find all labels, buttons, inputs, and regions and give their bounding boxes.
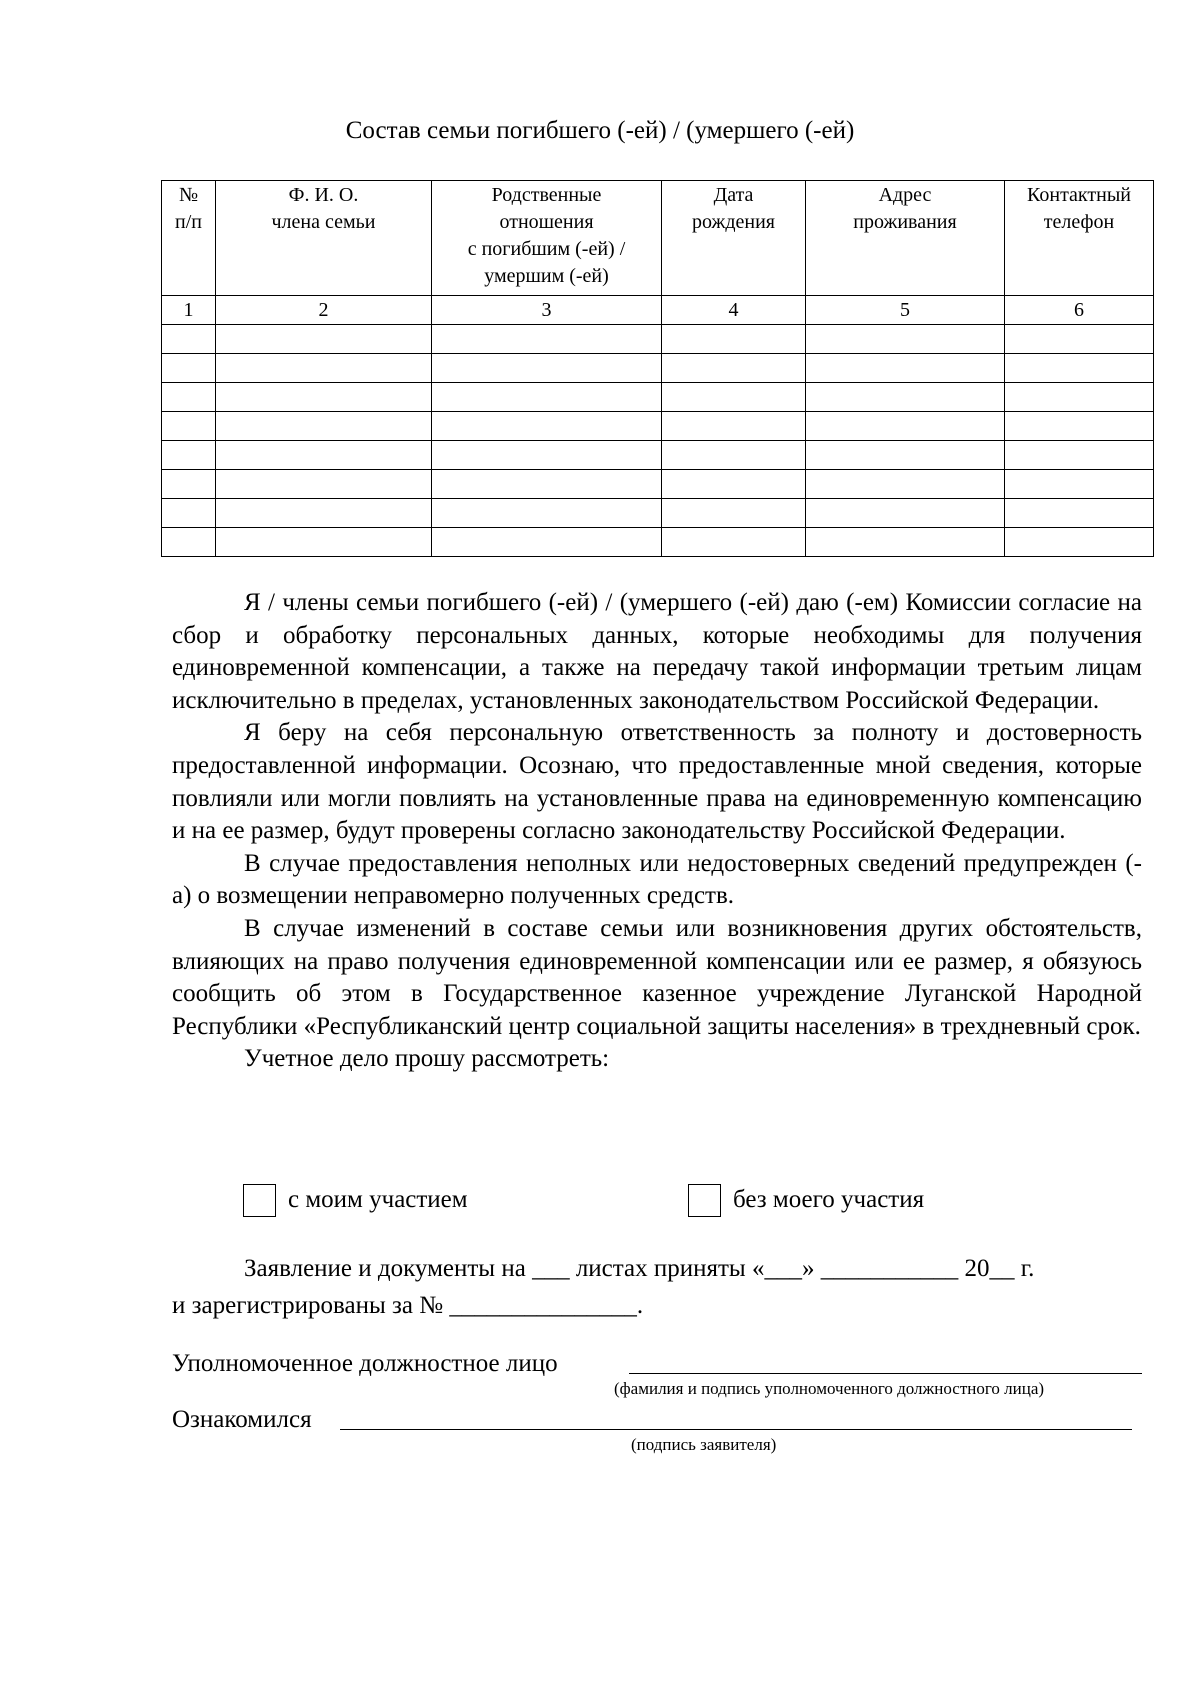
table-row bbox=[162, 354, 1154, 383]
table-cell[interactable] bbox=[162, 354, 216, 383]
column-number: 2 bbox=[216, 296, 432, 325]
table-cell[interactable] bbox=[432, 470, 662, 499]
checkbox-without-participation[interactable] bbox=[688, 1184, 721, 1217]
table-row bbox=[162, 441, 1154, 470]
table-cell[interactable] bbox=[806, 383, 1005, 412]
table-cell[interactable] bbox=[662, 499, 806, 528]
table-cell[interactable] bbox=[1005, 441, 1154, 470]
table-cell[interactable] bbox=[806, 528, 1005, 557]
acknowledged-label: Ознакомился bbox=[172, 1406, 312, 1433]
table-cell[interactable] bbox=[162, 441, 216, 470]
table-cell[interactable] bbox=[806, 441, 1005, 470]
table-cell[interactable] bbox=[162, 412, 216, 441]
table-cell[interactable] bbox=[1005, 470, 1154, 499]
registration-line-1: Заявление и документы на ___ листах приняты «___» ___________ 20__ г. bbox=[244, 1255, 1035, 1282]
table-cell[interactable] bbox=[216, 325, 432, 354]
registration-block bbox=[172, 1250, 1142, 1324]
family-composition-table bbox=[161, 180, 1154, 557]
option-with-participation[interactable] bbox=[243, 1183, 468, 1217]
table-cell[interactable] bbox=[806, 499, 1005, 528]
header-birth-date: Дата рождения bbox=[662, 181, 806, 296]
warning-paragraph: В случае предоставления неполных или недостоверных сведений предупрежден (-а) о возмещении неправомерно полученных средств. bbox=[172, 849, 1142, 910]
table-cell[interactable] bbox=[432, 354, 662, 383]
checkbox-with-participation[interactable] bbox=[243, 1184, 276, 1217]
table-row bbox=[162, 383, 1154, 412]
obligation-paragraph: В случае изменений в составе семьи или возникновения других обстоятельств, влияющих на право получения единовременной компенсации или ее размер, я обязуюсь сообщить об этом в Государственное казенное учреждение Луганской Народной Республики «Республиканский центр социальной защиты населения» в трехдневный срок. bbox=[172, 914, 1142, 1040]
table-cell[interactable] bbox=[1005, 412, 1154, 441]
header-full-name: Ф. И. О. члена семьи bbox=[216, 181, 432, 296]
table-row bbox=[162, 470, 1154, 499]
option-without-participation-label: без моего участия bbox=[733, 1186, 925, 1213]
table-cell[interactable] bbox=[432, 412, 662, 441]
consent-text bbox=[172, 587, 1142, 1076]
table-cell[interactable] bbox=[216, 470, 432, 499]
table-cell[interactable] bbox=[662, 528, 806, 557]
table-cell[interactable] bbox=[662, 354, 806, 383]
responsibility-paragraph: Я беру на себя персональную ответственность за полноту и достоверность предоставленной информации. Осознаю, что предоставленные мной сведения, которые повлияли или могли повлиять на установленные права на единовременную компенсацию и на ее размер, будут проверены согласно законодательству Российской Федерации. bbox=[172, 719, 1142, 845]
header-address: Адрес проживания bbox=[806, 181, 1005, 296]
header-relationship: Родственные отношения с погибшим (-ей) / умершим (-ей) bbox=[432, 181, 662, 296]
table-cell[interactable] bbox=[662, 470, 806, 499]
table-cell[interactable] bbox=[662, 441, 806, 470]
table-row bbox=[162, 499, 1154, 528]
option-with-participation-label: с моим участием bbox=[288, 1186, 468, 1213]
table-cell[interactable] bbox=[432, 528, 662, 557]
option-without-participation[interactable] bbox=[688, 1183, 924, 1217]
table-row bbox=[162, 412, 1154, 441]
table-cell[interactable] bbox=[162, 499, 216, 528]
column-number: 4 bbox=[662, 296, 806, 325]
table-cell[interactable] bbox=[662, 383, 806, 412]
header-phone: Контактный телефон bbox=[1005, 181, 1154, 296]
table-cell[interactable] bbox=[1005, 499, 1154, 528]
consent-paragraph: Я / члены семьи погибшего (-ей) / (умершего (-ей) даю (-ем) Комиссии согласие на сбор и обработку персональных данных, которые необходимы для получения единовременной компенсации, а также на передачу такой информации третьим лицам исключительно в пределах, установленных законодательством Российской Федерации. bbox=[172, 589, 1142, 714]
table-cell[interactable] bbox=[432, 325, 662, 354]
official-label: Уполномоченное должностное лицо bbox=[172, 1350, 558, 1377]
table-cell[interactable] bbox=[806, 354, 1005, 383]
table-cell[interactable] bbox=[806, 325, 1005, 354]
table-cell[interactable] bbox=[432, 383, 662, 412]
table-cell[interactable] bbox=[662, 412, 806, 441]
table-header-row bbox=[162, 181, 1154, 296]
column-number: 3 bbox=[432, 296, 662, 325]
table-cell[interactable] bbox=[216, 383, 432, 412]
table-cell[interactable] bbox=[162, 383, 216, 412]
official-signature-line[interactable] bbox=[629, 1373, 1142, 1374]
table-cell[interactable] bbox=[216, 412, 432, 441]
column-number: 5 bbox=[806, 296, 1005, 325]
table-cell[interactable] bbox=[662, 325, 806, 354]
table-cell[interactable] bbox=[162, 470, 216, 499]
table-cell[interactable] bbox=[806, 412, 1005, 441]
acknowledged-caption: (подпись заявителя) bbox=[631, 1435, 777, 1454]
table-row bbox=[162, 325, 1154, 354]
table-cell[interactable] bbox=[1005, 528, 1154, 557]
review-request: Учетное дело прошу рассмотреть: bbox=[244, 1045, 610, 1073]
table-cell[interactable] bbox=[432, 441, 662, 470]
column-numbers-row bbox=[162, 296, 1154, 325]
table-cell[interactable] bbox=[216, 354, 432, 383]
column-number: 6 bbox=[1005, 296, 1154, 325]
column-number: 1 bbox=[162, 296, 216, 325]
table-cell[interactable] bbox=[806, 470, 1005, 499]
table-cell[interactable] bbox=[1005, 354, 1154, 383]
table-cell[interactable] bbox=[162, 528, 216, 557]
table-cell[interactable] bbox=[432, 499, 662, 528]
table-cell[interactable] bbox=[1005, 325, 1154, 354]
table-cell[interactable] bbox=[1005, 383, 1154, 412]
table-cell[interactable] bbox=[216, 499, 432, 528]
table-cell[interactable] bbox=[216, 441, 432, 470]
table-row bbox=[162, 528, 1154, 557]
applicant-signature-line[interactable] bbox=[340, 1429, 1132, 1430]
official-caption: (фамилия и подпись уполномоченного должностного лица) bbox=[614, 1379, 1045, 1398]
page-title: Состав семьи погибшего (-ей) / (умершего (-ей) bbox=[345, 117, 855, 144]
header-number: № п/п bbox=[162, 181, 216, 296]
registration-line-2: и зарегистрированы за № _______________. bbox=[172, 1292, 644, 1319]
table-cell[interactable] bbox=[216, 528, 432, 557]
table-cell[interactable] bbox=[162, 325, 216, 354]
